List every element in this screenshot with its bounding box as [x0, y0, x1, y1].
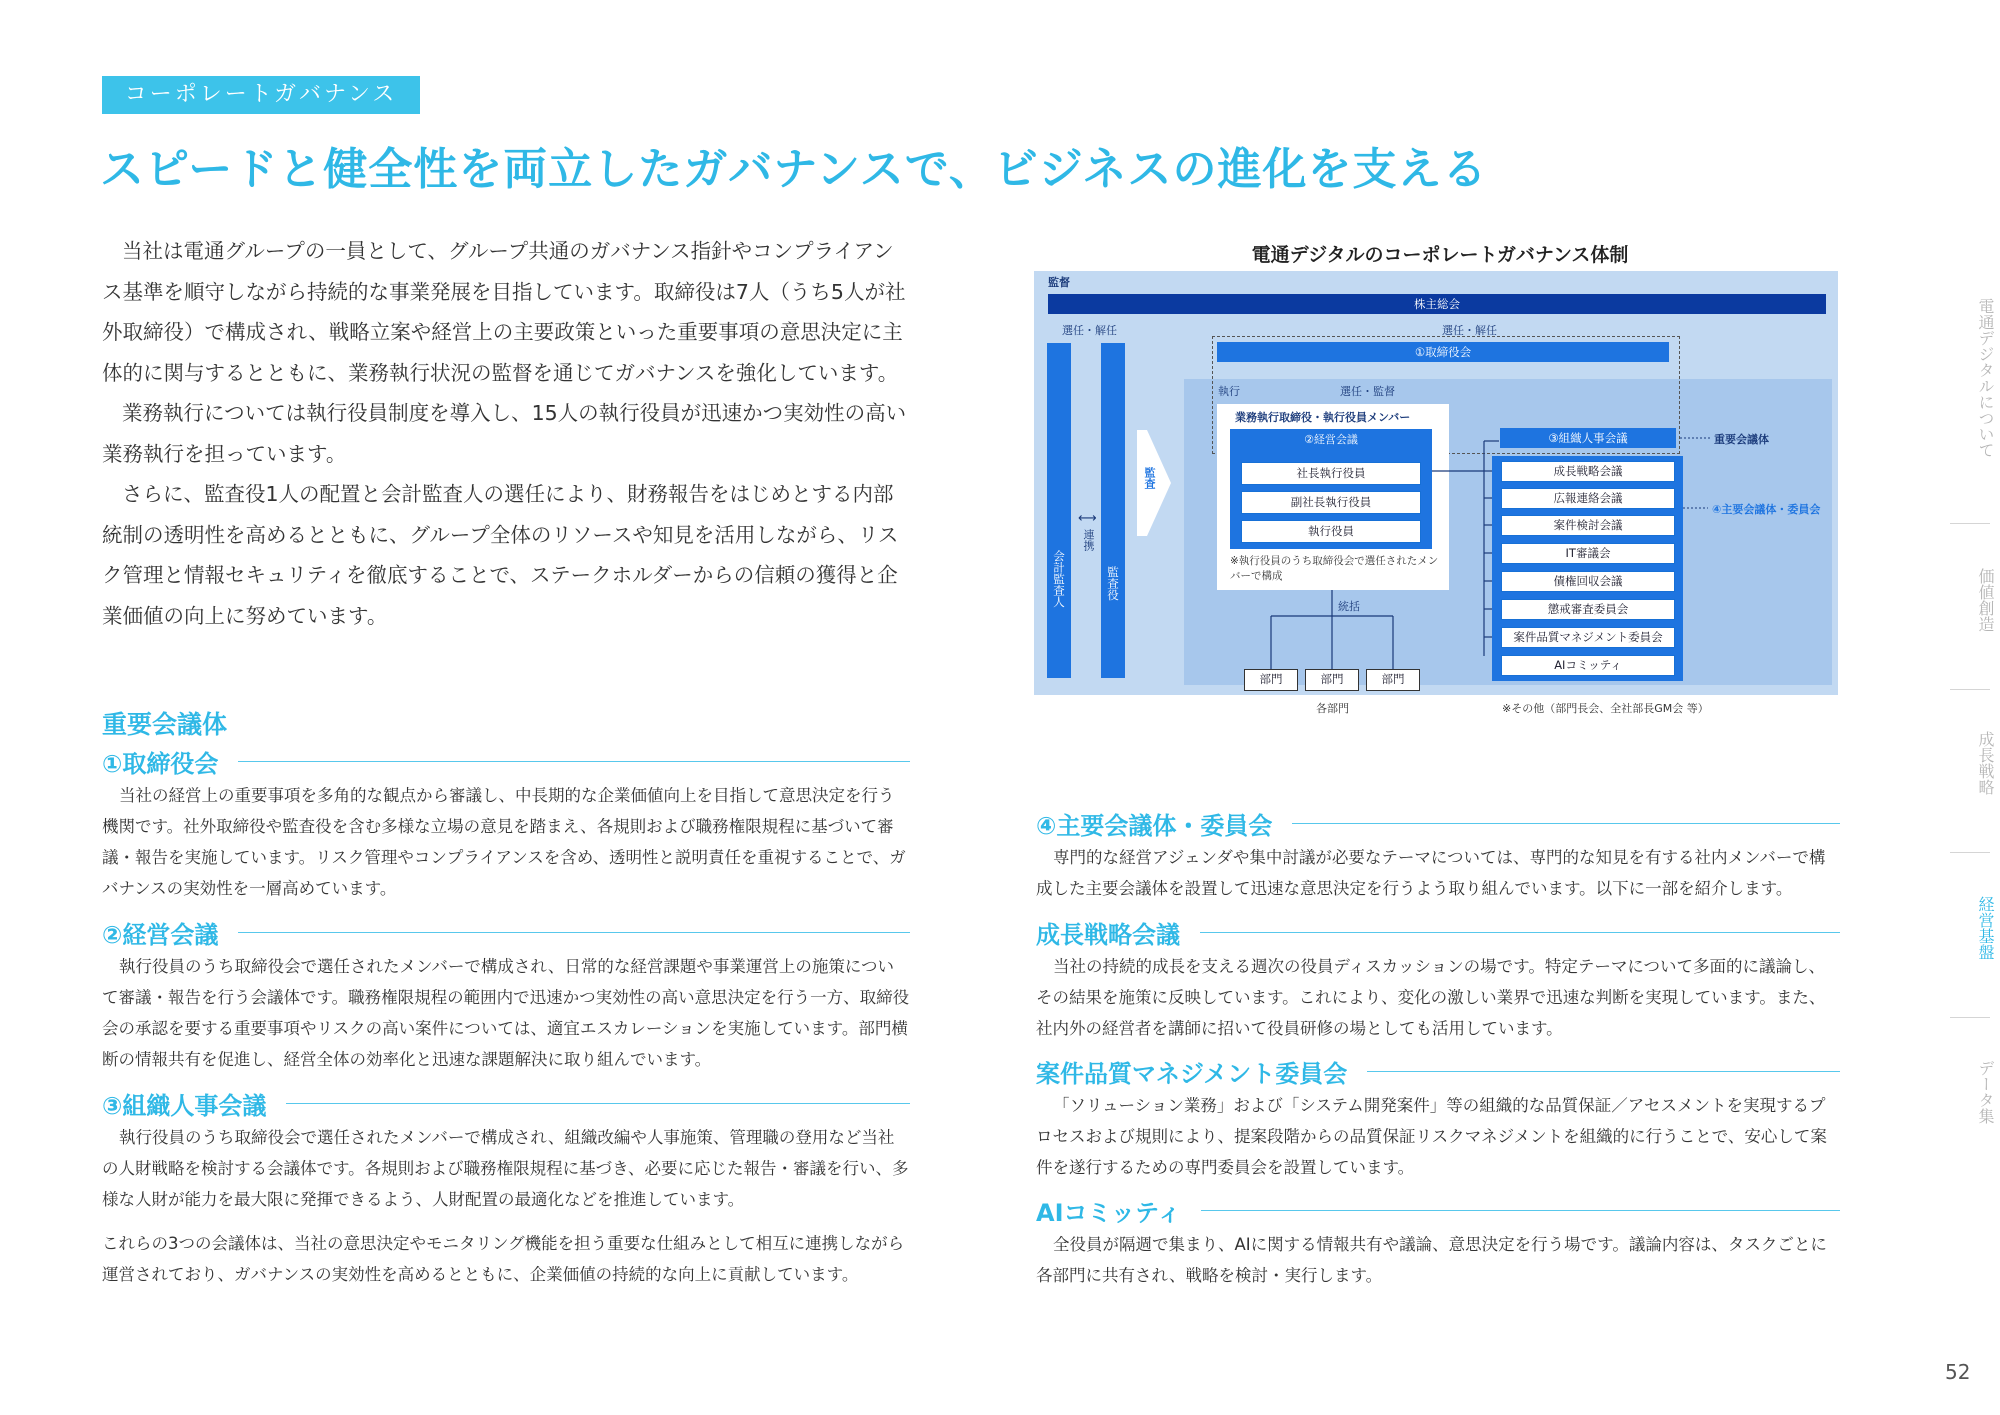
diagram-connectors — [1034, 271, 1838, 695]
ceo-box: 社長執行役員 — [1241, 462, 1421, 485]
page-number: 52 — [1945, 1360, 1971, 1384]
section-text: 「ソリューション業務」および「システム開発案件」等の組織的な品質保証／アセスメントを実現するプロセスおよび規則により、提案段階からの品質保証リスクマネジメントを組織的に行うことで、安心して案件を遂行するための専門委員会を設置しています。 — [1036, 1096, 1827, 1177]
section-text: 専門的な経営アジェンダや集中討議が必要なテーマについては、専門的な知見を有する社内メンバーで構成した主要会議体を設置して迅速な意思決定を行うよう取り組んでいます。以下に一部を紹介します。 — [1036, 848, 1826, 898]
section-heading-major — [1036, 806, 1840, 841]
heading-rule — [1367, 1071, 1840, 1072]
accounting-auditor-bar: 会計監査人 — [1047, 343, 1071, 678]
sidenav-divider — [1950, 1017, 1990, 1018]
committee-box: AIコミッティ — [1501, 655, 1675, 676]
section-body-org-hr — [102, 1122, 910, 1215]
committee-box: 案件検討会議 — [1501, 515, 1675, 536]
committee-box: 案件品質マネジメント委員会 — [1501, 627, 1675, 648]
oversee-label: 統括 — [1338, 600, 1360, 613]
heading-rule — [1292, 823, 1840, 824]
sidenav-item-growth[interactable]: 成長戦略 — [1976, 731, 1995, 795]
section-body-ai — [1036, 1229, 1840, 1291]
diagram-title: 電通デジタルのコーポレートガバナンス体制 — [1251, 244, 1629, 266]
sidenav-item-about[interactable]: 電通デジタルについて — [1976, 298, 1995, 458]
important-meetings-label: 重要会議体 — [1714, 433, 1769, 446]
vp-box: 副社長執行役員 — [1241, 491, 1421, 514]
heading-rule — [1201, 1210, 1840, 1211]
section-title: ③組織人事会議 — [102, 1092, 267, 1120]
intro-paragraph: 業務執行については執行役員制度を導入し、15人の執行役員が迅速かつ実効性の高い業務執行を担っています。 — [102, 401, 907, 466]
governance-diagram — [1034, 271, 1838, 695]
major-committees-label: ④主要会議体・委員会 — [1712, 503, 1821, 516]
section-heading-org-hr — [102, 1086, 910, 1121]
section-title: ①取締役会 — [102, 750, 219, 778]
important-meetings-heading: 重要会議体 — [102, 710, 228, 739]
section-text: 当社の持続的成長を支える週次の役員ディスカッションの場です。特定テーマについて多面的に議論し、その結果を施策に反映しています。これにより、変化の激しい業界で迅速な判断を実現しています。また、社内外の経営者を講師に招いて役員研修の場としても活用しています。 — [1036, 957, 1826, 1038]
execution-label: 執行 — [1218, 385, 1240, 398]
section-text: 執行役員のうち取締役会で選任されたメンバーで構成され、組織改編や人事施策、管理職の登用など当社の人財戦略を検討する会議体です。各規則および職務権限規程に基づき、必要に応じた報告・審議を行い、多様な人財が能力を最大限に発揮できるよう、人財配置の最適化などを推進しています。 — [102, 1128, 909, 1209]
liaison-label: 連携 — [1082, 529, 1095, 551]
section-text: 執行役員のうち取締役会で選任されたメンバーで構成され、日常的な経営課題や事業運営上の施策について審議・報告を行う会議体です。職務権限規程の範囲内で迅速かつ実効性の高い意思決定を行う一方、取締役会の承認を要する重要事項やリスクの高い案件については、適宜エスカレーションを実施しています。部門横断の情報共有を促進し、経営全体の効率化と迅速な課題解決に取り組んでいます。 — [102, 957, 910, 1069]
section-title: ②経営会議 — [102, 921, 219, 949]
department-box: 部門 — [1305, 669, 1359, 691]
exec-members-label: 業務執行取締役・執行役員メンバー — [1235, 411, 1411, 424]
appoint-label-right: 選任・解任 — [1442, 324, 1497, 337]
heading-rule — [238, 761, 910, 762]
intro-text — [102, 231, 910, 636]
section-heading-management — [102, 915, 910, 950]
audit-label: 監査 — [1143, 467, 1156, 489]
heading-rule — [238, 932, 910, 933]
heading-rule — [286, 1103, 910, 1104]
liaison-arrow: ⟷ — [1078, 511, 1097, 526]
sidenav-item-data[interactable]: データ集 — [1976, 1060, 1995, 1124]
heading-rule — [1200, 932, 1840, 933]
section-title: 成長戦略会議 — [1036, 921, 1180, 949]
intro-paragraph: さらに、監査役1人の配置と会計監査人の選任により、財務報告をはじめとする内部統制の透明性を高めるとともに、グループ全体のリソースや知見を活用しながら、リスク管理と情報セキュリティを徹底することで、ステークホルダーからの信頼の獲得と企業価値の向上に努めています。 — [102, 482, 899, 628]
section-heading-quality — [1036, 1054, 1840, 1089]
appoint-label-left: 選任・解任 — [1062, 324, 1117, 337]
section-body-board — [102, 780, 910, 904]
mgmt-meeting-label: ②経営会議 — [1304, 433, 1358, 446]
section-body-management — [102, 951, 910, 1075]
section-body-growth — [1036, 951, 1840, 1044]
all-departments-label: 各部門 — [1316, 702, 1349, 715]
org-hr-bar: ③組織人事会議 — [1500, 428, 1676, 448]
select-supervise-label: 選任・監督 — [1340, 385, 1395, 398]
auditor-bar: 監査役 — [1101, 343, 1125, 678]
committee-box: 懲戒審査委員会 — [1501, 599, 1675, 620]
sidenav-item-foundation[interactable]: 経営基盤 — [1976, 896, 1995, 960]
committee-box: IT審議会 — [1501, 543, 1675, 564]
committee-box: 広報連絡会議 — [1501, 488, 1675, 509]
page-headline: スピードと健全性を両立したガバナンスで、ビジネスの進化を支える — [100, 144, 1488, 195]
section-title: AIコミッティ — [1036, 1199, 1182, 1227]
mgmt-note: ※執行役員のうち取締役会で選任されたメンバーで構成 — [1230, 555, 1439, 582]
board-bar: ①取締役会 — [1217, 342, 1669, 362]
officer-box: 執行役員 — [1241, 520, 1421, 543]
intro-paragraph: 当社は電通グループの一員として、グループ共通のガバナンス指針やコンプライアンス基準を順守しながら持続的な事業発展を目指しています。取締役は7人（うち5人が社外取締役）で構成され、戦略立案や経営上の主要政策といった重要事項の意思決定に主体的に関与するとともに、業務執行状況の監督を通じてガバナンスを強化しています。 — [102, 239, 906, 385]
section-heading-board — [102, 744, 910, 779]
section-body-major — [1036, 842, 1840, 904]
section-body-quality — [1036, 1090, 1840, 1183]
shareholders-bar: 株主総会 — [1048, 294, 1826, 314]
sidenav-divider — [1950, 852, 1990, 853]
sidenav-divider — [1950, 689, 1990, 690]
others-note: ※その他（部門長会、全社部長GM会 等） — [1502, 702, 1709, 715]
section-title: ④主要会議体・委員会 — [1036, 812, 1273, 840]
section-heading-growth — [1036, 915, 1840, 950]
section-heading-ai — [1036, 1193, 1840, 1228]
committee-box: 成長戦略会議 — [1501, 461, 1675, 482]
closing-paragraph: これらの3つの会議体は、当社の意思決定やモニタリング機能を担う重要な仕組みとして相互に連携しながら運営されており、ガバナンスの実効性を高めるとともに、企業価値の持続的な向上に貢献しています。 — [102, 1234, 905, 1284]
supervision-label: 監督 — [1048, 276, 1070, 289]
department-box: 部門 — [1244, 669, 1298, 691]
section-text: 当社の経営上の重要事項を多角的な観点から審議し、中長期的な企業価値向上を目指して意思決定を行う機関です。社外取締役や監査役を含む多様な立場の意見を踏まえ、各規則および職務権限規程に基づいて審議・報告を実施しています。リスク管理やコンプライアンスを含め、透明性と説明責任を重視することで、ガバナンスの実効性を一層高めています。 — [102, 786, 906, 898]
committee-box: 債権回収会議 — [1501, 571, 1675, 592]
sidenav-item-value[interactable]: 価値創造 — [1976, 568, 1995, 632]
section-tag: コーポレートガバナンス — [102, 76, 420, 114]
department-box: 部門 — [1366, 669, 1420, 691]
closing-text — [102, 1228, 910, 1290]
section-title: 案件品質マネジメント委員会 — [1036, 1060, 1348, 1088]
section-text: 全役員が隔週で集まり、AIに関する情報共有や議論、意思決定を行う場です。議論内容は、タスクごとに各部門に共有され、戦略を検討・実行します。 — [1036, 1235, 1827, 1285]
sidenav-divider — [1950, 523, 1990, 524]
